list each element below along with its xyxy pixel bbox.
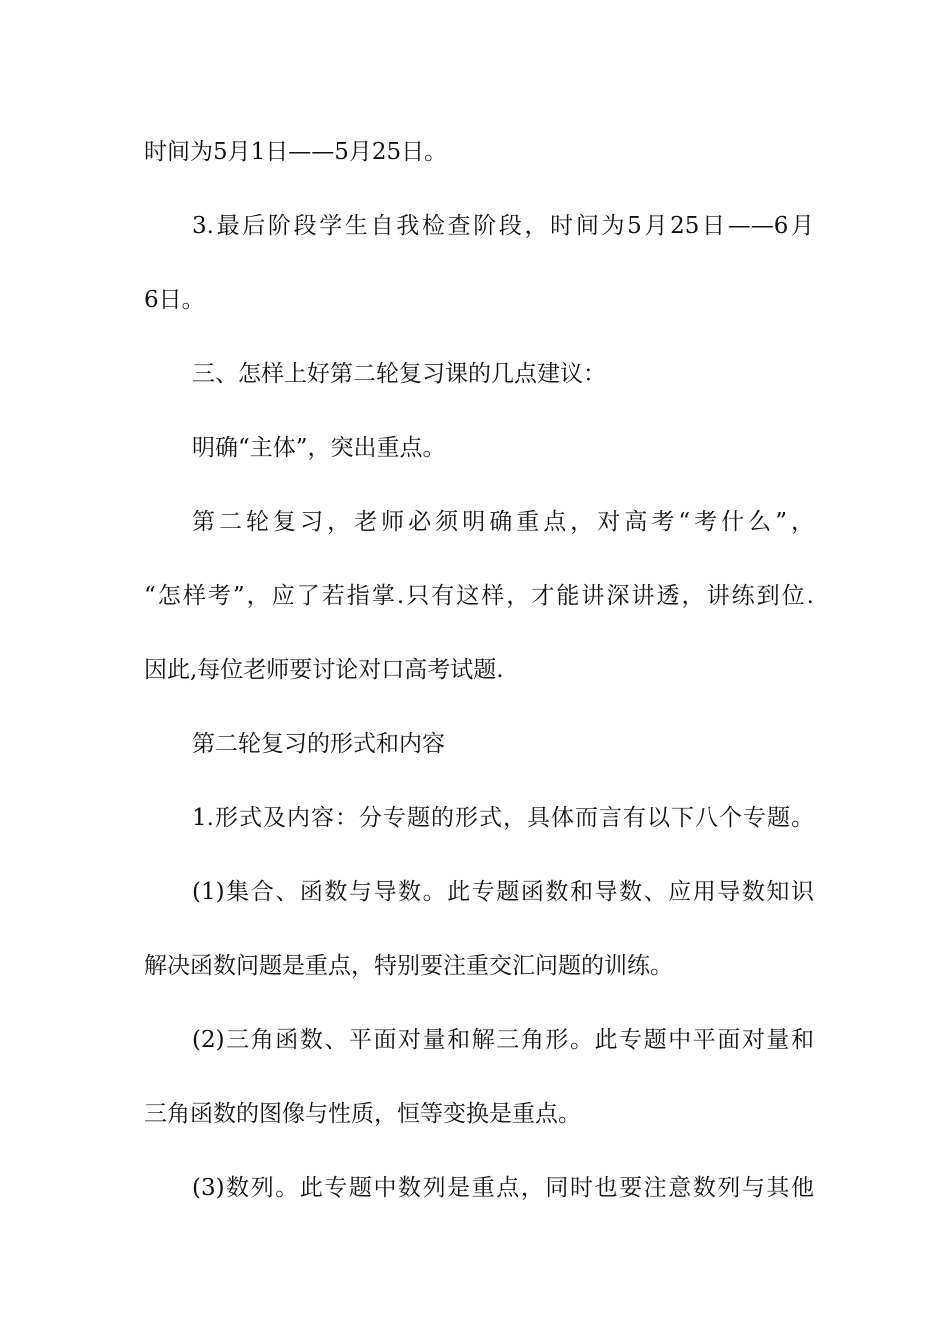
text-line-12: 解决函数问题是重点，特别要注重交汇问题的训练。	[144, 953, 673, 979]
text-line-5: 明确“主体”，突出重点。	[192, 435, 446, 461]
text-line-3: 6日。	[144, 287, 205, 313]
text-line-8: 因此,每位老师要讨论对口高考试题.	[144, 657, 504, 683]
text-line-10: 1.形式及内容：分专题的形式，具体而言有以下八个专题。	[192, 805, 814, 831]
text-line-6: 第二轮复习，老师必须明确重点，对高考“考什么”，	[192, 509, 814, 535]
text-line-7: “怎样考”，应了若指掌.只有这样，才能讲深讲透，讲练到位.	[144, 583, 814, 609]
text-line-2: 3.最后阶段学生自我检查阶段，时间为5月25日——6月	[192, 213, 814, 239]
text-line-14: 三角函数的图像与性质，恒等变换是重点。	[144, 1101, 581, 1127]
section-heading: 三、怎样上好第二轮复习课的几点建议：	[192, 361, 606, 387]
text-line-11: (1)集合、函数与导数。此专题函数和导数、应用导数知识	[192, 879, 814, 905]
text-line-1: 时间为5月1日——5月25日。	[144, 139, 448, 165]
text-line-13: (2)三角函数、平面对量和解三角形。此专题中平面对量和	[192, 1027, 814, 1053]
subheading: 第二轮复习的形式和内容	[192, 731, 445, 757]
text-line-15: (3)数列。此专题中数列是重点，同时也要注意数列与其他	[192, 1175, 814, 1201]
